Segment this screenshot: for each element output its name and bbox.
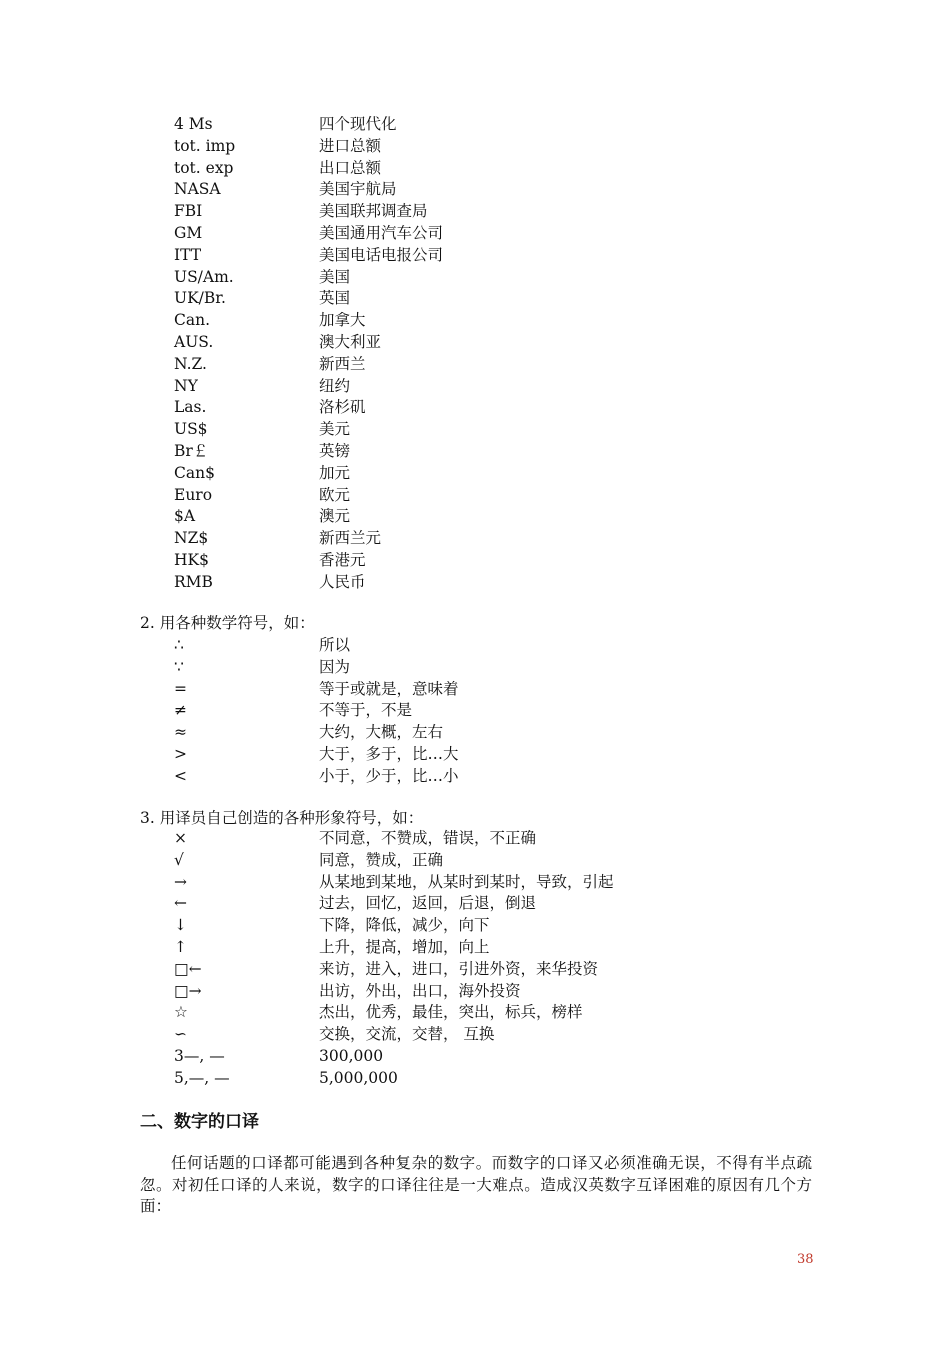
body-paragraph: 任何话题的口译都可能遇到各种复杂的数字。而数字的口译又必须准确无误，不得有半点疏忽。对初任口译的人来说，数字的口译往往是一大难点。造成汉英数字互译困难的原因有几个方面： xyxy=(140,1154,812,1215)
abbreviation-row-term: AUS. xyxy=(174,333,214,351)
custom-symbol-row-term: 5,—, — xyxy=(174,1068,230,1087)
abbreviation-row-meaning: 新西兰元 xyxy=(319,529,382,548)
abbreviation-row-meaning: 美元 xyxy=(319,420,351,439)
custom-symbol-row-meaning: 下降，降低，减少，向下 xyxy=(319,916,490,935)
abbreviation-row-meaning: 加拿大 xyxy=(319,311,366,330)
abbreviation-row-term: NZ$ xyxy=(174,529,209,548)
math-symbol-row-meaning: 小于，少于，比…小 xyxy=(319,766,459,785)
math-symbol-row-meaning: 因为 xyxy=(319,657,351,676)
abbreviation-row-term: NASA xyxy=(174,180,221,199)
math-symbol-row-term: ∴ xyxy=(174,636,184,654)
custom-symbol-row-meaning: 不同意，不赞成，错误，不正确 xyxy=(319,829,537,847)
abbreviation-row-meaning: 英国 xyxy=(319,289,351,308)
math-symbol-row-term: < xyxy=(174,766,187,785)
abbreviation-row-meaning: 新西兰 xyxy=(319,354,366,373)
abbreviation-row-term: FBI xyxy=(174,202,203,221)
custom-symbol-row-meaning: 杰出，优秀，最佳，突出，标兵，榜样 xyxy=(319,1003,583,1022)
math-symbol-row-term: ∵ xyxy=(174,657,184,676)
abbreviation-row-term: Euro xyxy=(174,485,213,504)
abbreviation-row-meaning: 美国宇航局 xyxy=(319,180,397,199)
abbreviation-row-term: $A xyxy=(174,507,196,526)
math-symbol-row-meaning: 不等于，不是 xyxy=(319,701,413,720)
abbreviation-row-meaning: 四个现代化 xyxy=(319,115,397,133)
custom-symbol-row-meaning: 交换，交流，交替， 互换 xyxy=(319,1025,495,1044)
abbreviation-row-term: Br￡ xyxy=(174,442,209,460)
math-symbol-row-term: ≈ xyxy=(174,723,187,742)
abbreviation-row-term: UK/Br. xyxy=(174,289,226,308)
math-symbol-row-meaning: 大于，多于，比…大 xyxy=(319,745,459,763)
custom-symbol-row-meaning: 出访，外出，出口，海外投资 xyxy=(319,981,521,1000)
section-title: 二、数字的口译 xyxy=(140,1112,259,1132)
abbreviation-row-meaning: 美国联邦调查局 xyxy=(319,202,428,221)
math-symbol-row-term: ≠ xyxy=(174,701,187,720)
abbreviation-row-meaning: 美国电话电报公司 xyxy=(319,245,444,264)
abbreviation-row-meaning: 美国 xyxy=(319,267,351,286)
abbreviation-row-meaning: 进口总额 xyxy=(319,136,382,155)
abbreviation-row-term: US$ xyxy=(174,420,208,439)
custom-symbol-row-term: ← xyxy=(174,894,187,913)
math-symbol-row-meaning: 等于或就是，意味着 xyxy=(319,679,459,698)
custom-symbol-row-meaning: 从某地到某地，从某时到某时，导致，引起 xyxy=(319,872,614,891)
abbreviation-row-term: NY xyxy=(174,376,198,395)
abbreviation-row-meaning: 加元 xyxy=(319,463,351,482)
custom-symbol-row-meaning: 300,000 xyxy=(319,1047,384,1065)
abbreviation-row-term: GM xyxy=(174,224,203,242)
abbreviation-row-meaning: 英镑 xyxy=(319,442,351,460)
abbreviation-row-meaning: 澳大利亚 xyxy=(319,333,382,351)
abbreviation-row-term: Can$ xyxy=(174,463,215,482)
custom-symbol-row-term: ☆ xyxy=(174,1003,188,1022)
math-symbol-row-meaning: 所以 xyxy=(319,636,351,654)
abbreviation-row-meaning: 人民币 xyxy=(319,572,366,591)
abbreviation-row-meaning: 香港元 xyxy=(319,551,366,569)
custom-symbols-heading: 3. 用译员自己创造的各种形象符号，如： xyxy=(140,809,424,827)
custom-symbol-row-term: ∽ xyxy=(174,1025,187,1044)
math-symbol-row-meaning: 大约，大概，左右 xyxy=(319,723,444,742)
abbreviation-row-meaning: 纽约 xyxy=(319,376,351,395)
math-symbols-heading: 2. 用各种数学符号，如： xyxy=(140,614,315,632)
math-symbol-row-term: > xyxy=(174,745,187,763)
abbreviation-row-term: Las. xyxy=(174,398,207,417)
abbreviation-row-term: ITT xyxy=(174,245,202,264)
custom-symbol-row-term: 3—, — xyxy=(174,1047,225,1065)
abbreviation-row-meaning: 洛杉矶 xyxy=(319,398,366,417)
custom-symbol-row-meaning: 5,000,000 xyxy=(319,1068,398,1087)
abbreviation-row-meaning: 出口总额 xyxy=(319,158,382,177)
custom-symbol-row-term: √ xyxy=(174,850,184,869)
custom-symbol-row-term: ↑ xyxy=(174,938,187,956)
abbreviation-row-meaning: 欧元 xyxy=(319,485,351,504)
abbreviation-row-term: 4 Ms xyxy=(174,115,213,133)
abbreviation-row-meaning: 美国通用汽车公司 xyxy=(319,224,444,242)
custom-symbol-row-meaning: 过去，回忆，返回，后退，倒退 xyxy=(319,894,537,913)
abbreviation-row-term: HK$ xyxy=(174,551,209,569)
abbreviation-row-term: US/Am. xyxy=(174,267,234,286)
abbreviation-row-meaning: 澳元 xyxy=(319,507,351,526)
abbreviation-row-term: Can. xyxy=(174,311,211,330)
custom-symbol-row-term: □← xyxy=(174,959,202,978)
custom-symbol-row-term: × xyxy=(174,829,187,847)
custom-symbol-row-term: □→ xyxy=(174,981,202,1000)
custom-symbol-row-meaning: 来访，进入，进口，引进外资，来华投资 xyxy=(319,959,599,978)
abbreviation-row-term: N.Z. xyxy=(174,354,207,373)
custom-symbol-row-term: → xyxy=(174,872,187,891)
abbreviation-row-term: RMB xyxy=(174,572,213,591)
abbreviation-row-term: tot. exp xyxy=(174,158,234,177)
custom-symbol-row-term: ↓ xyxy=(174,916,187,935)
custom-symbol-row-meaning: 同意，赞成，正确 xyxy=(319,850,444,869)
page-number: 38 xyxy=(797,1252,814,1267)
abbreviation-row-term: tot. imp xyxy=(174,136,236,155)
math-symbol-row-term: = xyxy=(174,679,187,698)
custom-symbol-row-meaning: 上升，提高，增加，向上 xyxy=(319,938,490,956)
